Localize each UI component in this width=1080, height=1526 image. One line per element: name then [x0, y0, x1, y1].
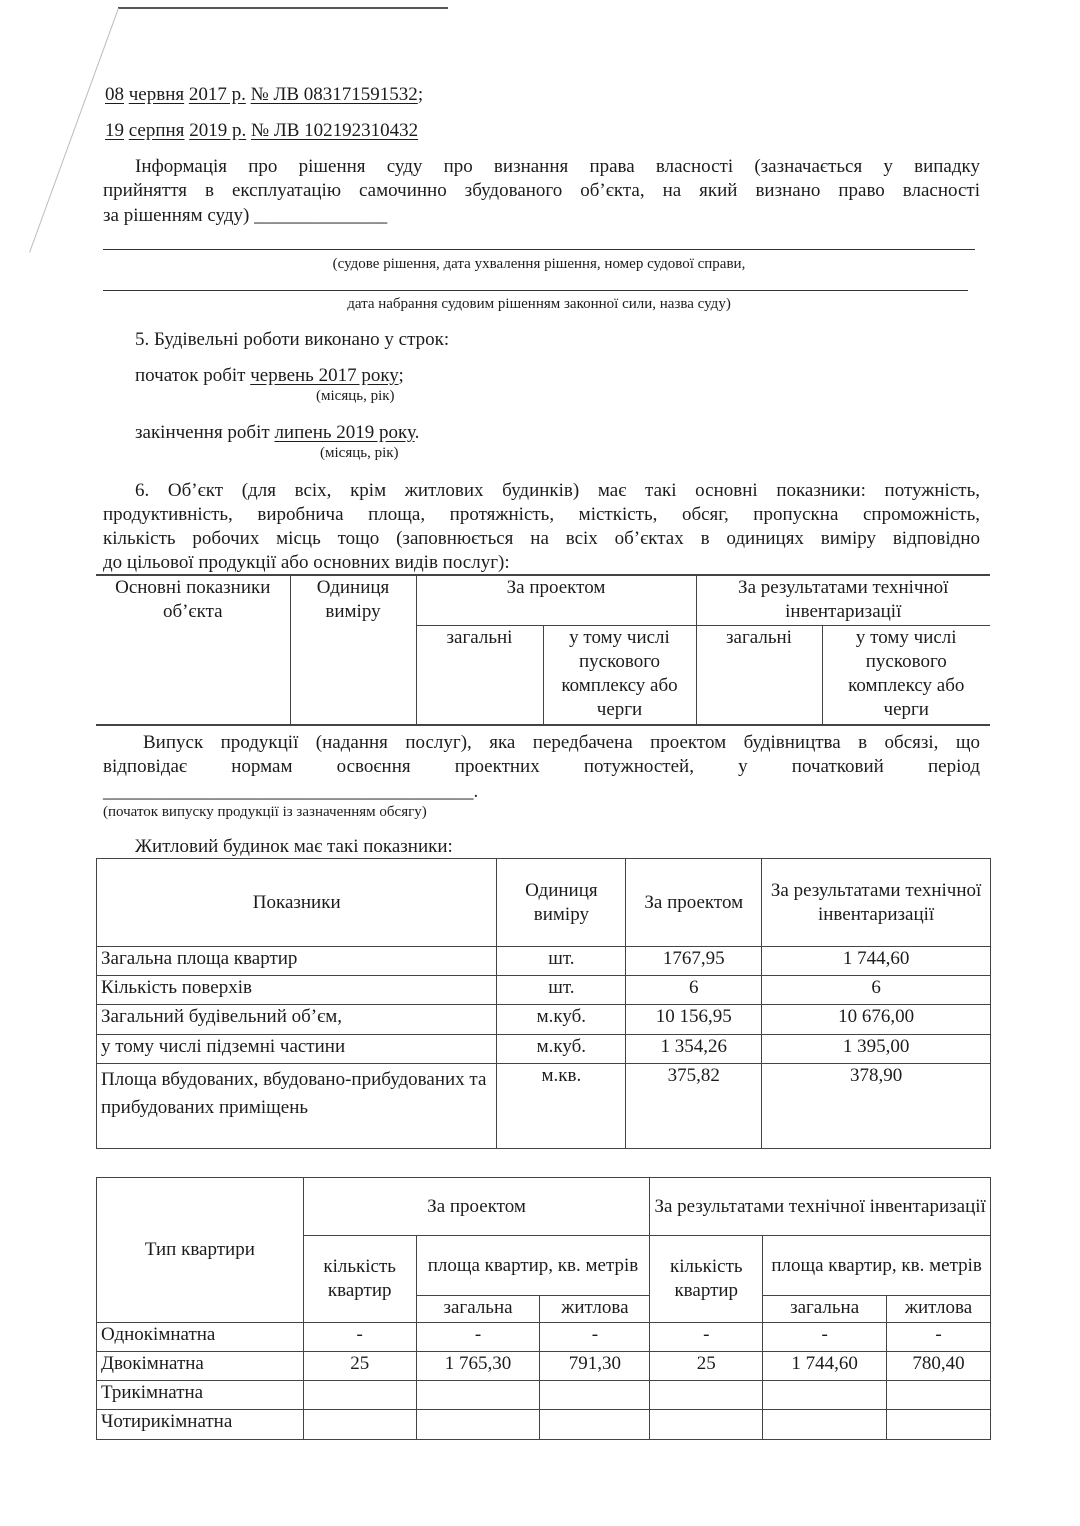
court-decision-blank-2: [103, 290, 968, 291]
header-total-inventory: загальні: [696, 625, 822, 725]
object-indicators-table: [96, 574, 990, 726]
inventory-total-area: [763, 1381, 887, 1410]
permit-line-2: [105, 119, 418, 143]
header-indicators: Основні показники об’єкта: [96, 575, 290, 725]
inventory-count: [650, 1410, 763, 1440]
inventory-count: -: [650, 1323, 763, 1352]
project-value: 1 354,26: [626, 1035, 762, 1064]
inventory-living-area: 780,40: [887, 1352, 991, 1381]
header-area-inventory: площа квартир, кв. метрів: [763, 1236, 991, 1296]
inventory-count: 25: [650, 1352, 763, 1381]
output-caption: (початок випуску продукції із зазначенням обсягу): [103, 804, 427, 820]
permit-day: 08: [105, 84, 124, 105]
header-count-inventory: кількість квартир: [650, 1236, 763, 1323]
section5-title: 5. Будівельні роботи виконано у строк:: [135, 329, 450, 350]
header-inventory: За результатами технічної інвентаризації: [762, 859, 991, 947]
table-row: [97, 1352, 991, 1381]
permit-number: № ЛВ 102192310432: [250, 120, 419, 141]
project-living-area: -: [540, 1323, 650, 1352]
inventory-living-area: [887, 1410, 991, 1440]
section6-line-2: продуктивність, виробнича площа, протяжність, місткість, обсяг, пропускна спроможність,: [103, 504, 980, 525]
header-count-project: кількість квартир: [303, 1236, 416, 1323]
project-value: 6: [626, 976, 762, 1005]
header-unit: Одиниця виміру: [497, 859, 626, 947]
residential-intro: Житловий будинок має такі показники:: [135, 836, 453, 857]
header-inventory: За результатами технічної інвентаризації: [650, 1178, 991, 1236]
section6-line-3: кількість робочих місць тощо (заповнюється на всіх об’єктах в одиницях виміру відповідно: [103, 528, 980, 549]
apartment-type: Чотирикімнатна: [97, 1410, 304, 1440]
header-living-project: житлова: [540, 1296, 650, 1323]
project-value: 10 156,95: [626, 1005, 762, 1035]
inventory-value: 1 744,60: [762, 947, 991, 976]
project-count: [303, 1410, 416, 1440]
table-row: [97, 976, 991, 1005]
work-end: закінчення робіт липень 2019 року.: [135, 422, 420, 443]
apartment-type: Двокімнатна: [97, 1352, 304, 1381]
work-end-value: липень 2019 року: [274, 422, 415, 443]
inventory-total-area: -: [763, 1323, 887, 1352]
header-apartment-type: Тип квартири: [97, 1178, 304, 1323]
project-total-area: 1 765,30: [416, 1352, 540, 1381]
permit-month: червня: [128, 84, 185, 105]
apartment-type: Однокімнатна: [97, 1323, 304, 1352]
indicator-name: Площа вбудованих, вбудовано-прибудованих та прибудованих приміщень: [97, 1064, 497, 1149]
output-blank: _______________________________________.: [103, 781, 479, 802]
header-area-project: площа квартир, кв. метрів: [416, 1236, 650, 1296]
header-total-inventory: загальна: [763, 1296, 887, 1323]
header-total: загальні: [416, 625, 543, 725]
work-start-value: червень 2017 року: [250, 365, 399, 386]
court-caption-2: дата набрання судовим рішенням законної сили, назва суду): [347, 296, 731, 312]
section6-line-1: 6. Об’єкт (для всіх, крім житлових будинків) має такі основні показники: потужність,: [135, 480, 980, 501]
court-info-line-2: прийняття в експлуатацію самочинно збудованого об’єкта, на який визнано право власності: [103, 180, 980, 201]
permit-day: 19: [105, 120, 124, 141]
header-project: За проектом: [303, 1178, 650, 1236]
inventory-living-area: [887, 1381, 991, 1410]
unit: м.куб.: [497, 1005, 626, 1035]
table-row: [97, 1410, 991, 1440]
unit: м.куб.: [497, 1035, 626, 1064]
table-row: [97, 1381, 991, 1410]
unit: шт.: [497, 947, 626, 976]
work-end-hint: (місяць, рік): [320, 445, 399, 461]
scan-top-edge: [118, 7, 448, 9]
unit: шт.: [497, 976, 626, 1005]
header-inventory: За результатами технічної інвентаризації: [696, 575, 990, 625]
unit: м.кв.: [497, 1064, 626, 1149]
court-info-line-3: за рішенням суду) ______________: [103, 205, 388, 226]
inventory-value: 6: [762, 976, 991, 1005]
project-count: -: [303, 1323, 416, 1352]
output-line-2: відповідає нормам освоєння проектних потужностей, у початковий період: [103, 756, 980, 777]
permit-number: № ЛВ 083171591532: [250, 84, 418, 105]
project-value: 375,82: [626, 1064, 762, 1149]
court-info-line-1: Інформація про рішення суду про визнання права власності (зазначається у випадку: [135, 156, 980, 177]
inventory-total-area: [763, 1410, 887, 1440]
court-caption-1: (судове рішення, дата ухвалення рішення, номер судової справи,: [332, 256, 746, 272]
table-row: [97, 1005, 991, 1035]
header-project: За проектом: [416, 575, 696, 625]
project-living-area: [540, 1381, 650, 1410]
indicator-name: Загальна площа квартир: [97, 947, 497, 976]
header-incl-project: у тому числі пускового комплексу або черги: [543, 625, 696, 725]
inventory-value: 1 395,00: [762, 1035, 991, 1064]
header-unit: Одиниця виміру: [290, 575, 416, 725]
permit-line-1: 08 червня 2017 р. № ЛВ 083171591532;: [105, 84, 424, 105]
project-living-area: 791,30: [540, 1352, 650, 1381]
header-total-project: загальна: [416, 1296, 540, 1323]
header-indicators: Показники: [97, 859, 497, 947]
indicator-name: Кількість поверхів: [97, 976, 497, 1005]
output-line-1: Випуск продукції (надання послуг), яка передбачена проектом будівництва в обсязі, що: [143, 732, 980, 753]
inventory-value: 378,90: [762, 1064, 991, 1149]
court-decision-blank-1: [103, 249, 975, 250]
project-value: 1767,95: [626, 947, 762, 976]
project-count: 25: [303, 1352, 416, 1381]
section6-line-4: до цільової продукції або основних видів послуг):: [103, 552, 510, 573]
work-start-label: початок робіт: [135, 365, 246, 386]
work-start: початок робіт червень 2017 року;: [135, 365, 404, 386]
work-end-label: закінчення робіт: [135, 422, 270, 443]
apartment-types-table: [96, 1177, 991, 1440]
project-count: [303, 1381, 416, 1410]
table-row: [97, 947, 991, 976]
permit-month: серпня: [128, 120, 185, 141]
permit-year: 2019 р.: [189, 120, 247, 141]
inventory-count: [650, 1381, 763, 1410]
indicator-name: у тому числі підземні частини: [97, 1035, 497, 1064]
apartment-type: Трикімнатна: [97, 1381, 304, 1410]
header-incl-inventory: у тому числі пускового комплексу або черги: [822, 625, 990, 725]
table-row: [97, 1064, 991, 1149]
work-start-hint: (місяць, рік): [316, 388, 395, 404]
indicator-name: Загальний будівельний об’єм,: [97, 1005, 497, 1035]
inventory-total-area: 1 744,60: [763, 1352, 887, 1381]
header-project: За проектом: [626, 859, 762, 947]
project-total-area: [416, 1410, 540, 1440]
inventory-value: 10 676,00: [762, 1005, 991, 1035]
project-total-area: [416, 1381, 540, 1410]
table-row: [97, 1323, 991, 1352]
permit-year: 2017 р.: [188, 84, 246, 105]
project-living-area: [540, 1410, 650, 1440]
header-living-inventory: житлова: [887, 1296, 991, 1323]
project-total-area: -: [416, 1323, 540, 1352]
inventory-living-area: -: [887, 1323, 991, 1352]
table-row: [97, 1035, 991, 1064]
residential-indicators-table: [96, 858, 991, 1149]
